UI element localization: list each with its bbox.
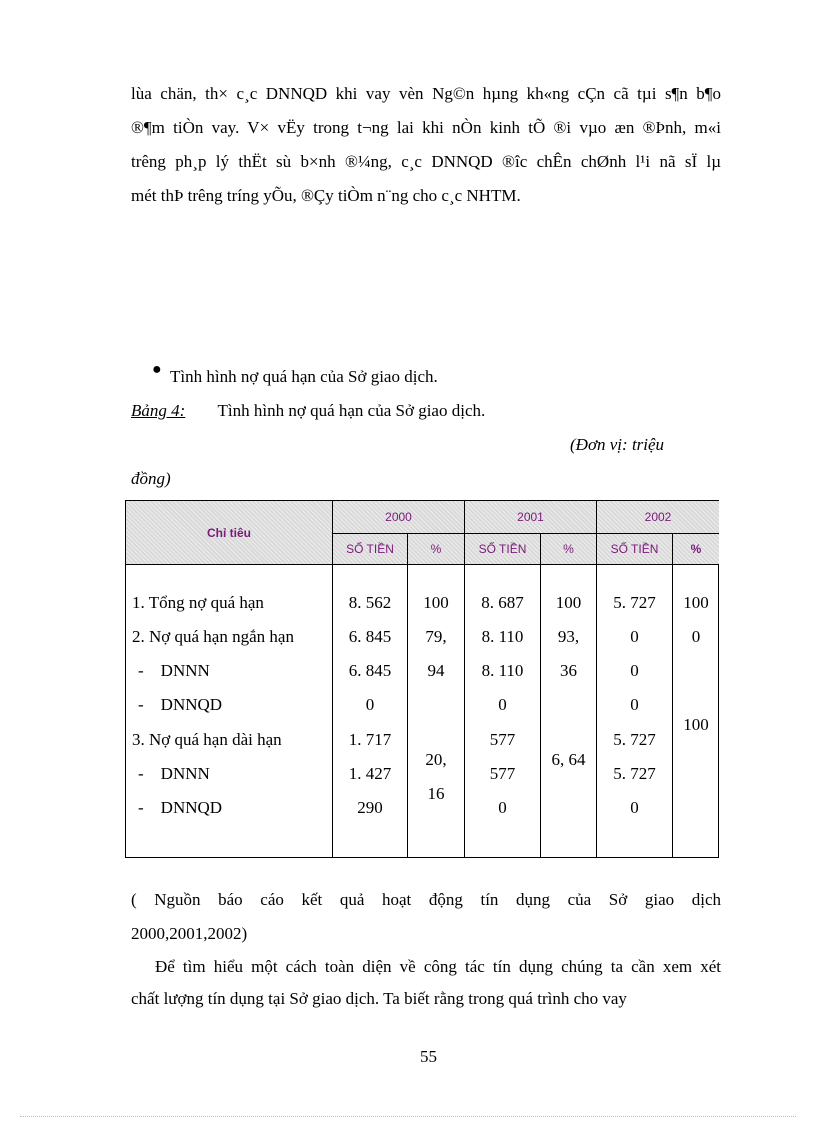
- cell-2000-amount: 0: [365, 695, 375, 714]
- table-caption: [131, 401, 485, 421]
- cell-2000-percent: 100: [423, 593, 449, 612]
- table-caption-text: Tình hình nợ quá hạn của Sở giao dịch.: [217, 401, 486, 420]
- cell-2000-amount: 290: [357, 798, 383, 817]
- cell-2002-amount: 5. 727: [613, 730, 656, 749]
- intro-line-3: trêng ph¸p lý thËt sù b×nh ®¼ng, c¸c DNNQD ®îc chÊn chØnh l¹i nã sÏ lµ: [131, 152, 721, 171]
- page-bottom-divider: [20, 1116, 796, 1117]
- cell-2002-amount: 5. 727: [613, 764, 656, 783]
- intro-line-1: lùa chän, th× c¸c DNNQD khi vay vèn Ng©n hµng kh«ng cÇn cã tµi s¶n b¶o: [131, 84, 721, 103]
- closing-line-2: chất lượng tín dụng tại Sở giao dịch. Ta biết rằng trong quá trình cho vay: [131, 989, 627, 1008]
- page-number: 55: [420, 1047, 437, 1066]
- source-note-line-1: ( Nguồn báo cáo kết quả hoạt động tín dụng của Sở giao dịch: [131, 890, 721, 909]
- row-label: 3. Nợ quá hạn dài hạn: [132, 730, 282, 749]
- cell-2001-amount: 0: [498, 695, 507, 714]
- grid-line: [126, 564, 719, 565]
- cell-2000-amount: 8. 562: [348, 593, 392, 612]
- row-label: - DNNQD: [138, 695, 223, 714]
- cell-2000-percent: 94: [427, 661, 445, 680]
- intro-line-2: ®¶m tiÒn vay. V× vËy trong t¬ng lai khi nÒn kinh tÕ ®i vµo æn ®Þnh, m«i: [131, 118, 721, 137]
- cell-2000-percent: 79,: [425, 627, 447, 646]
- cell-2000-amount: 1. 717: [348, 730, 392, 749]
- grid-line: [332, 533, 719, 534]
- source-note: [131, 883, 721, 951]
- cell-2000-percent: 16: [427, 784, 445, 803]
- cell-2001-percent: 100: [555, 593, 582, 612]
- header-year-2000: 2000: [333, 501, 464, 533]
- unit-note-line-1: (Đơn vị: triệu: [570, 435, 665, 454]
- cell-2002-amount: 0: [630, 661, 639, 680]
- cell-2001-percent: 6, 64: [551, 750, 586, 769]
- header-year-2001: 2001: [465, 501, 596, 533]
- closing-line-1: Để tìm hiểu một cách toàn diện về công tác tín dụng chúng ta cần xem xét: [155, 957, 721, 976]
- cell-2002-percent: 0: [691, 627, 701, 646]
- header-percent-2001: %: [541, 534, 596, 564]
- cell-2002-percent: 100: [683, 593, 709, 612]
- cell-2001-amount: 8. 110: [481, 627, 524, 646]
- cell-2000-amount: 1. 427: [348, 764, 392, 783]
- source-note-line-2: 2000,2001,2002): [131, 924, 248, 943]
- table-caption-label: Bảng 4:: [131, 401, 186, 420]
- grid-line: [407, 533, 408, 857]
- cell-2001-percent: 93,: [557, 627, 580, 646]
- cell-2001-amount: 8. 687: [481, 593, 524, 612]
- cell-2001-amount: 8. 110: [481, 661, 524, 680]
- cell-2000-percent: 20,: [425, 750, 447, 769]
- row-label: - DNNN: [138, 764, 210, 783]
- header-amount-2000: SỐ TIỀN: [333, 534, 407, 564]
- bullet-icon: ●: [152, 361, 162, 378]
- cell-2000-amount: 6. 845: [348, 661, 392, 680]
- header-percent-2000: %: [408, 534, 464, 564]
- row-label: 1. Tổng nợ quá hạn: [132, 593, 264, 612]
- cell-2002-amount: 0: [630, 627, 639, 646]
- header-amount-2002: SỐ TIỀN: [597, 534, 672, 564]
- intro-paragraph: [131, 77, 721, 213]
- cell-2002-amount: 5. 727: [613, 593, 656, 612]
- cell-2001-amount: 0: [498, 798, 507, 817]
- header-amount-2001: SỐ TIỀN: [465, 534, 540, 564]
- grid-line: [540, 533, 541, 857]
- cell-2001-amount: 577: [489, 730, 516, 749]
- overdue-debt-table: [125, 500, 719, 858]
- cell-2001-amount: 577: [489, 764, 516, 783]
- grid-line: [672, 533, 673, 857]
- cell-2002-amount: 0: [630, 798, 639, 817]
- cell-2002-percent: 100: [683, 715, 709, 734]
- row-label: 2. Nợ quá hạn ngắn hạn: [132, 627, 294, 646]
- cell-2000-amount: 6. 845: [348, 627, 392, 646]
- bullet-heading: Tình hình nợ quá hạn của Sở giao dịch.: [170, 367, 438, 386]
- row-label: - DNNN: [138, 661, 210, 680]
- cell-2001-percent: 36: [560, 661, 577, 680]
- header-chi-tieu: Chỉ tiêu: [126, 501, 332, 564]
- cell-2002-amount: 0: [630, 695, 639, 714]
- row-label: - DNNQD: [138, 798, 223, 817]
- unit-note-line-2: đồng): [131, 469, 171, 488]
- intro-line-4: mét thÞ trêng tríng yÕu, ®Çy tiÒm n¨ng cho c¸c NHTM.: [131, 186, 521, 205]
- header-year-2002: 2002: [597, 501, 719, 533]
- header-percent-2002: %: [673, 534, 719, 564]
